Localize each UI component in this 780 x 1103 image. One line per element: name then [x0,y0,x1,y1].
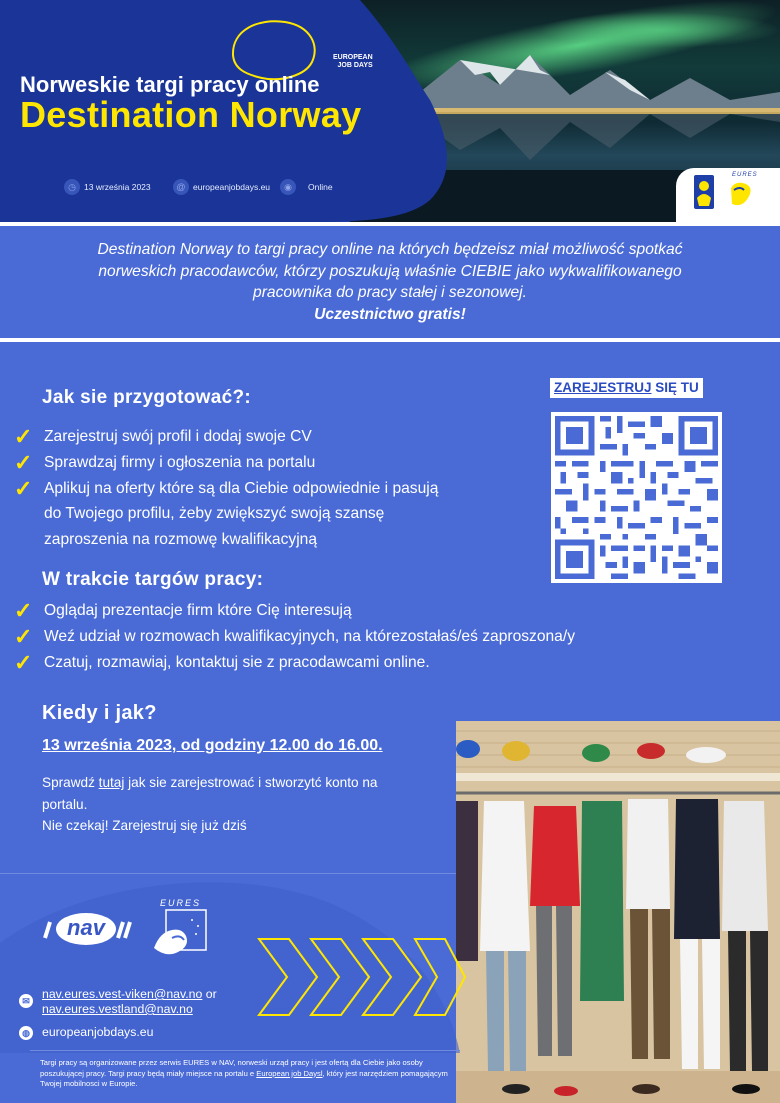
mode-text: Online [308,182,333,192]
meta-website[interactable] [173,179,270,195]
event-subtitle: Norweskie targi pracy online [20,72,320,97]
work-clothes-photo [456,721,780,1103]
list-item [14,476,438,553]
item-text: Aplikuj na oferty które są dla Ciebie odpowiednie i pasują [44,479,439,497]
item-text: Zarejestruj swój profil i dodaj swoje CV [44,428,312,445]
list-item [14,424,438,450]
website-text[interactable]: europeanjobdays.eu [193,182,271,192]
footer-website[interactable]: europeanjobdays.eu [42,1025,154,1039]
item-text: Czatuj, rozmawiaj, kontaktuj sie z pracodawcami online. [44,653,430,671]
intro-line-3: pracownika do pracy stałej i sezonowej. [253,284,527,301]
meta-online [280,179,333,195]
european-job-days-link[interactable]: European job Daysl [256,1068,323,1078]
location-pin-icon: ◉ [280,179,296,195]
register-link-text[interactable]: ZAREJESTRUJ [554,380,652,395]
free-participation-text: Uczestnictwo gratis! [314,305,466,323]
badge-line-2: JOB DAYS [337,62,373,69]
fine-print-pre: Targi pracy są organizowane przez serwis EURES w NAV, norweski urząd pracy i jest ofertą dla Ciebie jako osoby poszukującej pracy. Targi pracy będą miały miejsce na portalu e [40,1058,423,1078]
intro-section [0,226,780,338]
checkmark-icon: ✓ [14,649,33,675]
fine-print [40,1058,465,1090]
item-text: Sprawdzaj firmy i ogłoszenia na portalu [44,453,316,471]
intro-line-2: norweskich pracodawców, którzy poszukują właśnie CIEBIE jako wykwalifikowanego [98,262,682,280]
eures-footer-text: EURES [160,898,202,908]
email-icon: ✉ [19,994,33,1008]
how-to-register [42,772,377,837]
checkmark-icon: ✓ [14,449,33,475]
or-text: or [202,987,217,1001]
globe-icon: ◍ [19,1026,33,1040]
eures-logo-label: EURES [732,172,758,178]
intro-line-1: Destination Norway to targi pracy online na których będzeisz miał możliwość spotkać [97,241,683,258]
separator-bottom [0,338,780,342]
fine-print-divider [30,1050,460,1051]
email-link-vest-viken[interactable]: nav.eures.vest-viken@nav.no [42,987,203,1001]
checkmark-icon: ✓ [14,623,33,649]
contact-emails [42,987,217,1017]
eures-logo-card [676,168,780,222]
item-text: do Twojego profilu, żeby zwiększyć swoją szansę [44,505,385,523]
list-item [14,598,575,624]
eures-footer-logo [152,898,208,960]
item-text: Oglądaj prezentacje firm które Cię interesują [44,602,352,619]
checkmark-icon: ✓ [14,475,33,501]
list-item [14,650,575,676]
during-list [14,598,575,675]
register-rest-text: SIĘ TU [651,380,699,395]
event-title: Destination Norway [20,94,362,135]
calendar-icon: ◷ [64,179,80,195]
checkmark-icon: ✓ [14,598,33,623]
call-to-action: Nie czekaj! Zarejestruj się już dziś [42,818,247,833]
nav-logo-text: nav [67,915,105,940]
how-text-post: jak sie zarejestrować i stworzytć konto na [124,775,378,790]
qr-code-icon [555,416,718,579]
fine-print-post: , który jest narzędziem pomagającym Twojej mobilnosci w Europie. [40,1068,448,1089]
eures-hands-icon [152,908,208,960]
badge-line-1: EUROPEAN [333,54,373,61]
email-link-vestland[interactable]: nav.eures.vestland@nav.no [42,1002,193,1016]
item-text: zaproszenia na rozmowę kwalifikacyjną [44,531,318,549]
prepare-list [14,424,438,553]
date-text: 13 września 2023 [84,182,151,192]
how-line-2: portalu. [42,796,88,812]
chevrons-decor [255,935,470,1020]
during-fair-heading: W trakcie targów pracy: [42,569,264,590]
european-job-days-badge [333,54,373,70]
nav-logo [42,912,132,946]
meta-date [64,179,151,195]
qr-code[interactable] [551,412,722,583]
register-here-link[interactable] [550,378,703,398]
here-link[interactable]: tutaj [98,775,125,790]
eures-logo-icon [676,168,780,222]
header-banner [0,0,780,222]
event-date-time: 13 września 2023, od godziny 12.00 do 16.00. [42,737,383,754]
item-text: Weź udział w rozmowach kwalifikacyjnych, na którezostałaś/eś zaproszona/y [44,627,575,645]
prepare-heading: Jak sie przygotować?: [42,387,252,408]
at-icon: @ [173,179,189,195]
list-item [14,450,438,476]
checkmark-icon: ✓ [14,424,33,449]
how-text-pre: Sprawdź [42,775,99,790]
list-item [14,624,575,650]
when-heading: Kiedy i jak? [42,702,157,724]
